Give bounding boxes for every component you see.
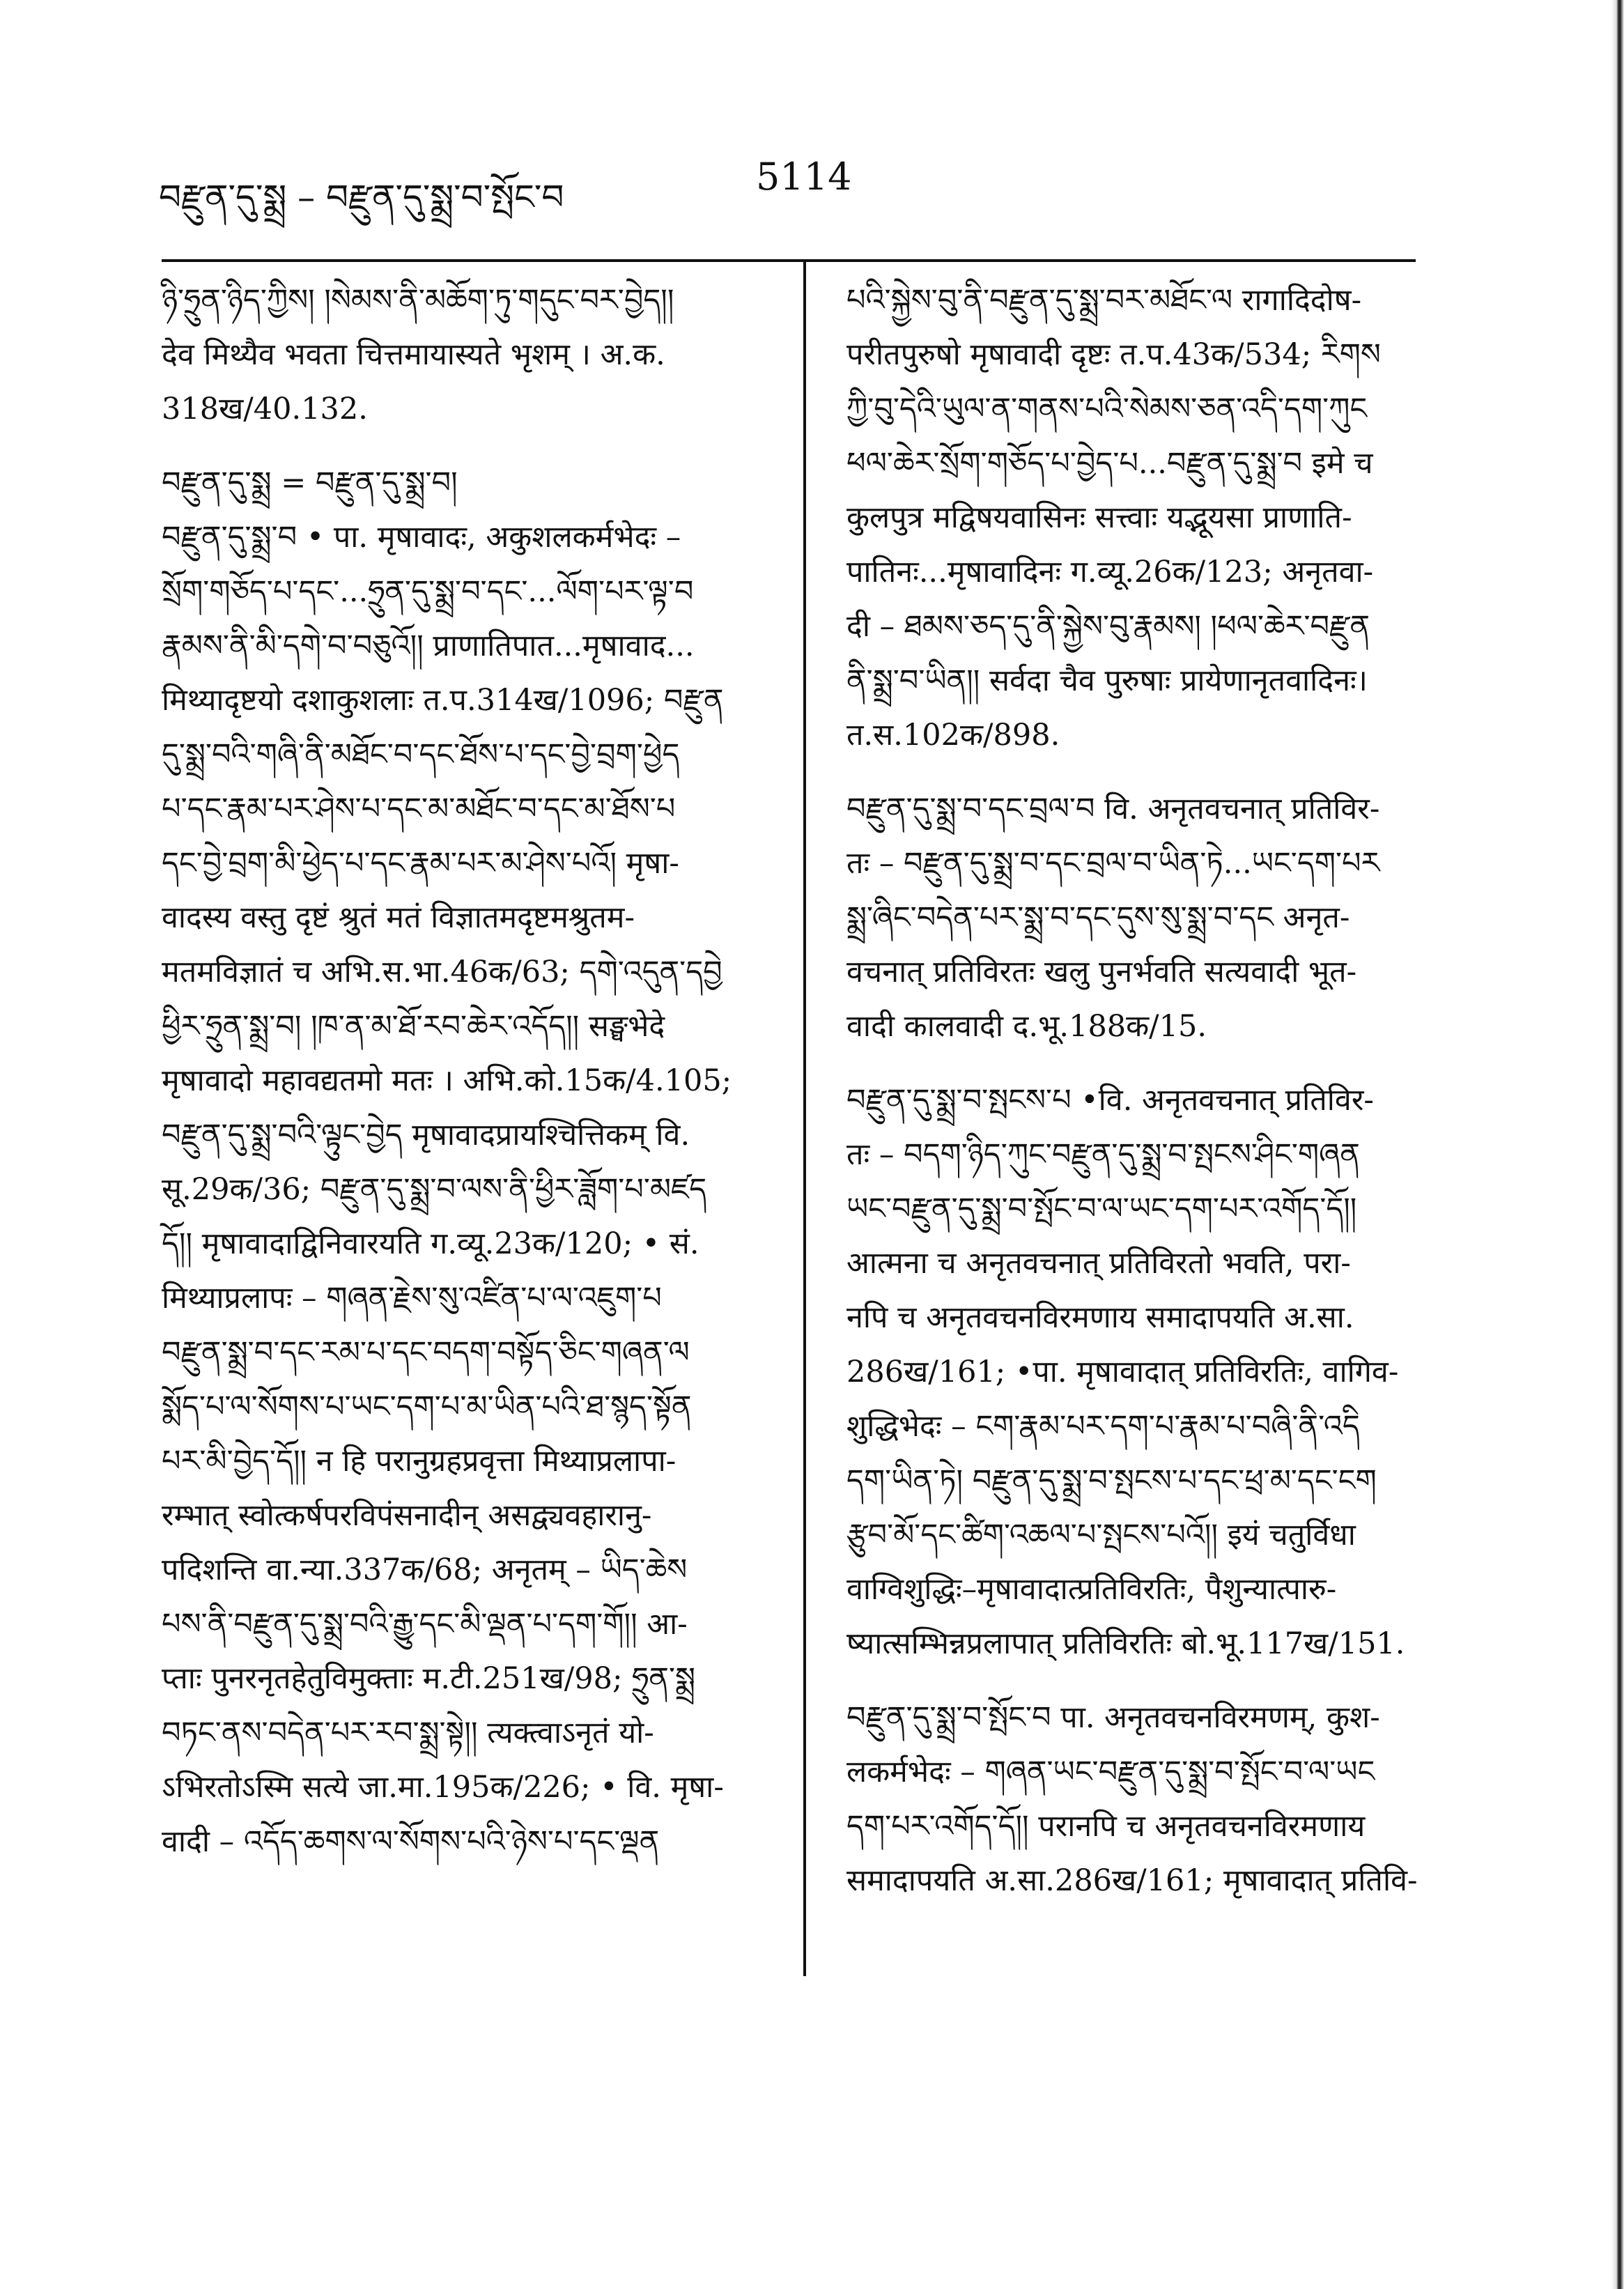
text-line: 286ख/161; •पा. मृषावादात् प्रतिविरतिः, वागिव- (846, 1355, 1399, 1389)
text-line: བརྫུན་དུ་སྨྲ་བ་དང་བྲལ་བ वि. अनृतवचनात् प्रतिविर- (846, 792, 1380, 826)
text-line: བརྫུན་དུ་སྨྲ = བརྫུན་དུ་སྨྲ་བ། (162, 465, 458, 500)
text-line: ཀྱི་བུ་དེའི་ཡུལ་ན་གནས་པའི་སེམས་ཅན་འདི་དག་ཀུང (846, 392, 1368, 426)
text-line: དག་པར་འགོད་དོ།། परानपि च अनृतवचनविरमणाय (846, 1809, 1366, 1844)
text-line: དུ་སྨྲ་བའི་གཞི་ནི་མཐོང་བ་དང་ཐོས་པ་དང་བྱེ་བྲག་ཕྱེད (162, 737, 680, 772)
text-line: དང་བྱེ་བྲག་མི་ཕྱེད་པ་དང་རྣམ་པར་མ་ཤེས་པའོ། मृषा- (162, 846, 679, 881)
text-line: मतमविज्ञातं च अभि.स.भा.46क/63; དགེ་འདུན་དབྱེ (162, 955, 722, 989)
text-line: पातिनः...मृषावादिनः ग.व्यू.26क/123; अनृतवा- (846, 555, 1374, 589)
header-rule (162, 259, 1416, 262)
text-line: सू.29क/36; བརྫུན་དུ་སྨྲ་བ་ལས་ནི་ཕྱིར་ཟློག་པ་མཛད (162, 1172, 707, 1207)
text-line: པར་མི་བྱེད་དོ།། न हि परानुग्रहप्रवृत्ता मिथ्याप्रलापा- (162, 1444, 676, 1479)
text-line: རྣམས་ནི་མི་དགེ་བ་བཅུའོ།། प्राणातिपात...मृषावाद... (162, 629, 695, 663)
entry-gap (846, 1054, 1418, 1073)
text-line: བརྫུན་དུ་སྨྲ་བ • पा. मृषावादः, अकुशलकर्मभेदः – (162, 520, 681, 555)
text-line: བརྫུན་སྨྲ་བ་དང་རམ་པ་དང་བདག་བསྟོད་ཅིང་གཞན་ལ (162, 1335, 690, 1370)
entry-gap (846, 762, 1418, 782)
text-line: ཕལ་ཆེར་སྲོག་གཅོད་པ་བྱེད་པ...བརྫུན་དུ་སྨྲ་བ इमे च (846, 446, 1373, 481)
text-line: བརྫུན་དུ་སྨྲ་བ་སྤངས་པ •वि. अनृतवचनात् प्रतिविर- (846, 1083, 1374, 1118)
text-line: त.स.102क/898. (846, 718, 1060, 753)
text-line: སྲོག་གཅོད་པ་དང་...ཧྲུན་དུ་སྨྲ་བ་དང་...ལོག་པར་ལྟ་བ (162, 574, 694, 609)
text-line: देव मिथ्यैव भवता चित्तमायास्यते भृशम् । अ.क. (162, 337, 665, 372)
text-line: लकर्मभेदः – གཞན་ཡང་བརྫུན་དུ་སྨྲ་བ་སྤོང་བ་ལ་ཡང (846, 1755, 1375, 1789)
text-line: आत्मना च अनृतवचनात् प्रतिविरतो भवति, परा- (846, 1246, 1351, 1281)
text-line: པའི་སྐྱེས་བུ་ནི་བརྫུན་དུ་སྨྲ་བར་མཐོང་ལ रागादिदोष- (846, 283, 1362, 318)
text-line: वादस्य वस्तु दृष्टं श्रुतं मतं विज्ञातमदृष्टमश्रुतम- (162, 900, 635, 935)
left-column (162, 273, 775, 1869)
text-line: པ་དང་རྣམ་པར་ཤེས་པ་དང་མ་མཐོང་བ་དང་མ་ཐོས་པ (162, 792, 676, 826)
text-line: སྨོད་པ་ལ་སོགས་པ་ཡང་དག་པ་མ་ཡིན་པའི་ཐ་སྙད་སྟོན (162, 1389, 692, 1424)
text-line: वाग्विशुद्धिः–मृषावादात्प्रतिविरतिः, पैशुन्यात्पारु- (846, 1572, 1337, 1607)
text-line: वादी कालवादी द.भू.188क/15. (846, 1009, 1207, 1044)
column-divider (803, 262, 806, 1976)
text-line: कुलपुत्र मद्विषयवासिनः सत्त्वाः यद्भूयसा प्राणाति- (846, 500, 1352, 535)
text-line: पदिशन्ति वा.न्या.337क/68; अनृतम् – ཡིད་ཆེས (162, 1552, 688, 1587)
text-line: ཡང་བརྫུན་དུ་སྨྲ་བ་སྤོང་བ་ལ་ཡང་དག་པར་འགོད་དོ།། (846, 1192, 1357, 1226)
text-line: དོ།། मृषावादाद्विनिवारयति ग.व्यू.23क/120; • सं. (162, 1226, 699, 1261)
text-line: ནི་སྨྲ་བ་ཡིན།། सर्वदा चैव पुरुषाः प्रायेणानृतवादिनः। (846, 663, 1368, 698)
text-line: रम्भात् स्वोत्कर्षपरविपंसनादीन् असद्व्यवहारानु- (162, 1498, 652, 1533)
text-line: तः – བརྫུན་དུ་སྨྲ་བ་དང་བྲལ་བ་ཡིན་ཏེ...ཡང་དག་པར (846, 846, 1380, 881)
text-line: བཏང་ནས་བདེན་པར་རབ་སྨྲ་སྟེ།། त्यक्त्वाऽनृतं यो- (162, 1716, 654, 1750)
text-line: वादी – འདོད་ཆགས་ལ་སོགས་པའི་ཉེས་པ་དང་ལྡན (162, 1824, 660, 1859)
text-line: परीतपुरुषो मृषावादी दृष्टः त.प.43क/534; རིགས (846, 337, 1381, 372)
text-line: दी – ཐམས་ཅད་དུ་ནི་སྐྱེས་བུ་རྣམས། །ཕལ་ཆེར་བརྫུན (846, 609, 1370, 644)
text-line: བརྫུན་དུ་སྨྲ་བའི་ལྟུང་བྱེད मृषावादप्रायश्चित्तिकम् वि. (162, 1118, 690, 1153)
text-line: སྨྲ་ཞིང་བདེན་པར་སྨྲ་བ་དང་དུས་སུ་སྨྲ་བ་དང अनृत- (846, 900, 1350, 935)
text-line: प्ताः पुनरनृतहेतुविमुक्ताः म.टी.251ख/98; ཧྲུན་སྨྲ (162, 1661, 696, 1696)
text-line: བརྫུན་དུ་སྨྲ་བ་སྤོང་བ पा. अनृतवचनविरमणम्, कुश- (846, 1700, 1380, 1735)
text-line: नपि च अनृतवचनविरमणाय समादापयति अ.सा. (846, 1300, 1354, 1335)
text-line: शुद्धिभेदः – ངག་རྣམ་པར་དག་པ་རྣམ་པ་བཞི་ནི་འདི (846, 1409, 1360, 1444)
text-line: དག་ཡིན་ཏེ། བརྫུན་དུ་སྨྲ་བ་སྤངས་པ་དང་ཕྲ་མ་དང་ངག (846, 1463, 1377, 1498)
text-line: मिथ्याप्रलापः – གཞན་རྗེས་སུ་འཛིན་པ་ལ་འཇུག་པ (162, 1281, 662, 1316)
text-line: मिथ्यादृष्टयो दशाकुशलाः त.प.314ख/1096; བརྫུན (162, 683, 724, 718)
text-line: वचनात् प्रतिविरतः खलु पुनर्भवति सत्यवादी भूत- (846, 955, 1357, 989)
text-line: 318ख/40.132. (162, 392, 368, 426)
text-line: ष्यात्सम्भिन्नप्रलापात् प्रतिविरतिः बो.भू.117ख/151. (846, 1626, 1405, 1661)
text-line: རྩུབ་མོ་དང་ཚིག་འཆལ་པ་སྤངས་པའོ།། इयं चतुर्विधा (846, 1518, 1356, 1552)
text-line: ཉི་ཧྲུན་ཉིད་ཀྱིས། །སེམས་ནི་མཆོག་ཏུ་གདུང་བར་བྱེད།། (162, 283, 674, 318)
page-number: 5114 (756, 155, 852, 199)
text-line: ऽभिरतोऽस्मि सत्ये जा.मा.195क/226; • वि. मृषा- (162, 1770, 724, 1805)
page-edge-shadow (1611, 0, 1624, 2289)
text-line: तः – བདག་ཉིད་ཀུང་བརྫུན་དུ་སྨྲ་བ་སྤངས་ཤིང་གཞན (846, 1137, 1360, 1172)
text-line: मृषावादो महावद्यतमो मतः । अभि.को.15क/4.105; (162, 1063, 732, 1098)
text-line: པས་ནི་བརྫུན་དུ་སྨྲ་བའི་རྒྱུ་དང་མི་ལྡན་པ་དག་གོ།། आ- (162, 1607, 688, 1642)
running-header: བརྫུན་དུ་སྨྲ – བརྫུན་དུ་སྨྲ་བ་སྤོང་བ (159, 177, 564, 217)
text-line: ཕྱིར་ཧྲུན་སྨྲ་བ། །ཁ་ན་མ་ཐོ་རབ་ཆེར་འདོད།། सङ्घभेदे (162, 1009, 665, 1044)
right-column (846, 273, 1418, 1908)
entry-gap (162, 436, 775, 456)
entry-gap (846, 1671, 1418, 1690)
text-line: समादापयति अ.सा.286ख/161; मृषावादात् प्रतिवि- (846, 1863, 1418, 1898)
